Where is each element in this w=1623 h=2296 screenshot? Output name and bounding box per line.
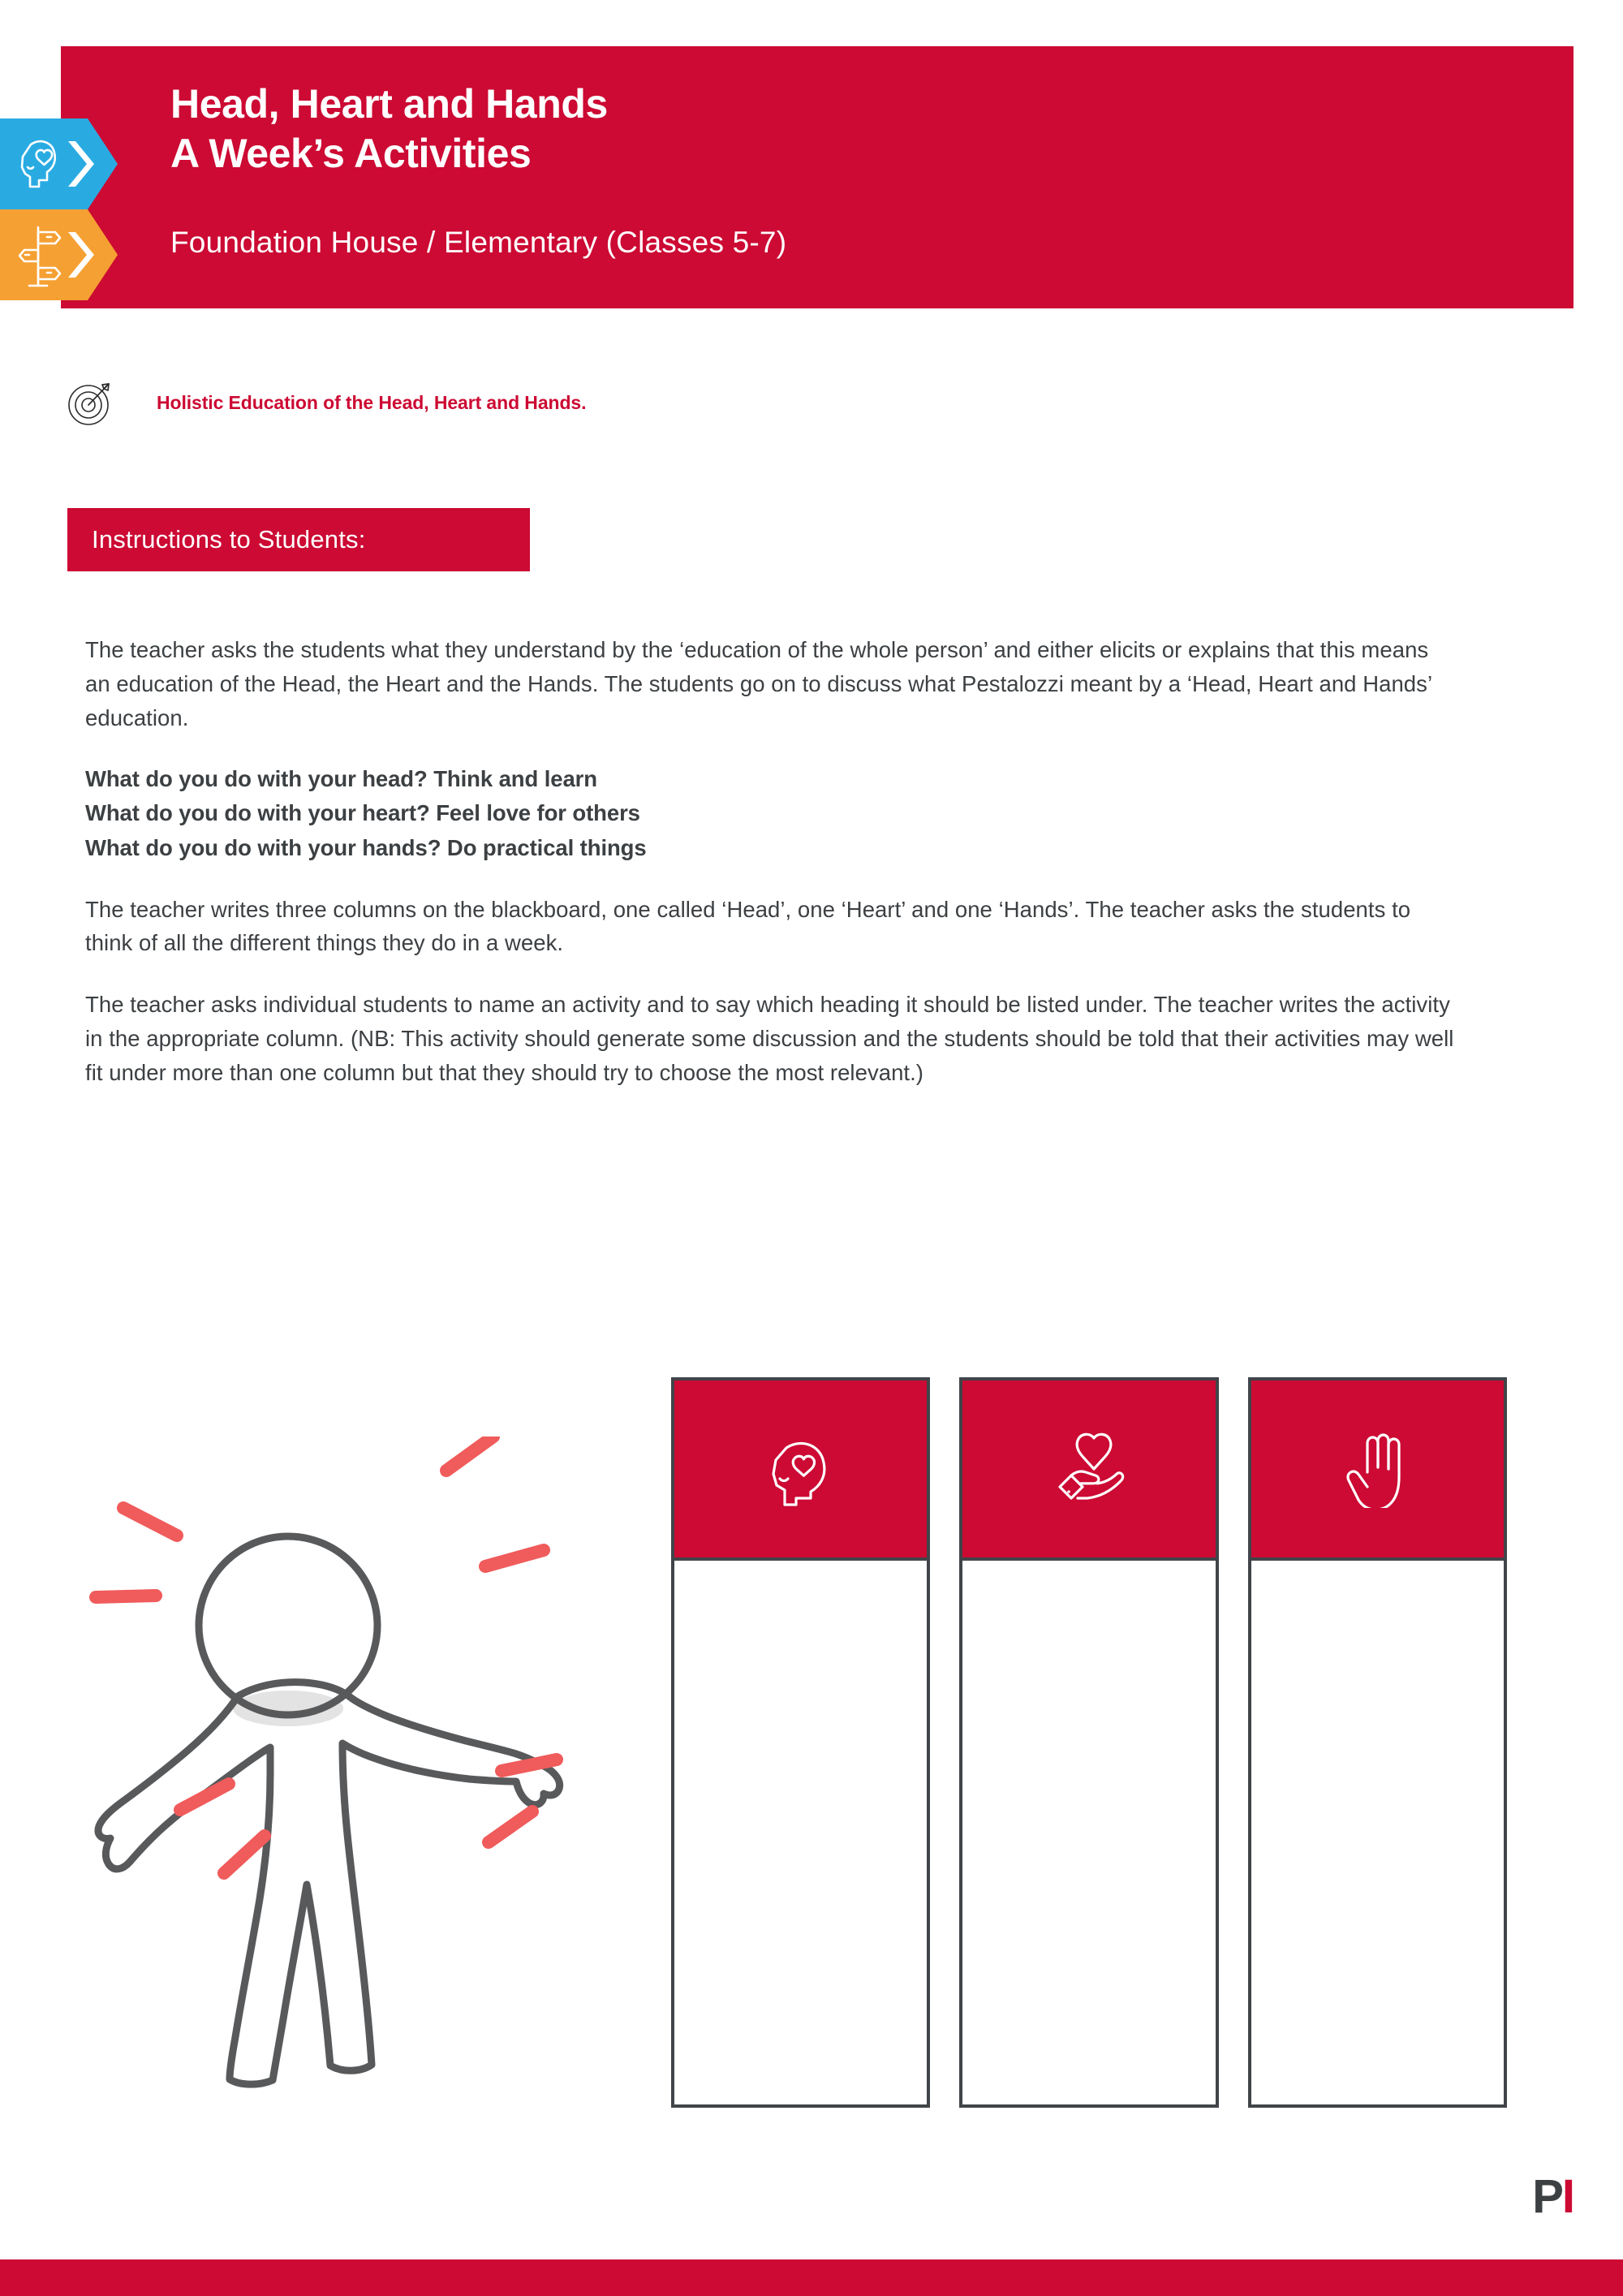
hand-holding-heart-icon	[1050, 1430, 1128, 1508]
open-palm-hand-icon	[1338, 1430, 1416, 1508]
heart-column[interactable]	[959, 1377, 1218, 2108]
body-text	[85, 633, 1465, 1118]
head-column[interactable]	[671, 1377, 930, 2108]
page-title-line1: Head, Heart and Hands	[170, 81, 608, 127]
logo-letter-p: P	[1532, 2170, 1562, 2223]
target-with-arrow-icon	[63, 375, 117, 429]
pi-logo	[1532, 2170, 1574, 2223]
stick-figure-illustration	[81, 1437, 665, 2094]
heart-column-header	[962, 1381, 1215, 1561]
hands-column[interactable]	[1248, 1377, 1507, 2108]
page-title-line2: A Week’s Activities	[170, 131, 532, 176]
qa-line-2: What do you do with your heart? Feel love for others	[85, 800, 640, 826]
instructions-banner-label: Instructions to Students:	[92, 525, 366, 554]
paragraph-1: The teacher asks the students what they understand by the ‘education of the whole person’ and either elicits or explains that this means an education of the Head, the Heart and the Hands. The students go on to discuss what Pestalozzi meant by a ‘Head, Heart and Hands’ education.	[85, 637, 1432, 730]
page-title	[170, 80, 608, 179]
hands-column-header	[1251, 1381, 1504, 1561]
goal-text: Holistic Education of the Head, Heart and Hands.	[157, 392, 587, 413]
head-column-header	[674, 1381, 927, 1561]
logo-letter-i: I	[1561, 2170, 1574, 2223]
qa-line-1: What do you do with your head? Think and learn	[85, 766, 597, 792]
head-column-body[interactable]	[674, 1561, 927, 2104]
page-subtitle: Foundation House / Elementary (Classes 5-7)	[170, 226, 787, 259]
goal-row	[63, 375, 1037, 432]
radiating-rays	[96, 1437, 557, 1873]
hands-column-body[interactable]	[1251, 1561, 1504, 2104]
footer-bar	[0, 2259, 1623, 2296]
heart-column-body[interactable]	[962, 1561, 1215, 2104]
instructions-banner	[67, 508, 530, 571]
paragraph-3: The teacher asks individual students to name an activity and to say which heading it should be listed under. The teacher writes the activity in the appropriate column. (NB: This activity should generate some discussion and the students should be told that their activities may well fit under more than one column but that they should try to choose the most relevant.)	[85, 992, 1454, 1085]
three-column-table	[671, 1377, 1507, 2108]
tag-head-heart	[0, 118, 118, 209]
paragraph-2: The teacher writes three columns on the blackboard, one called ‘Head’, one ‘Heart’ and one ‘Hands’. The teacher asks the students to think of all the different things they do in a week.	[85, 896, 1411, 956]
qa-block	[85, 762, 1457, 864]
head-with-heart-icon	[762, 1430, 840, 1508]
tag-signpost	[0, 209, 118, 300]
qa-line-3: What do you do with your hands? Do practical things	[85, 834, 647, 860]
